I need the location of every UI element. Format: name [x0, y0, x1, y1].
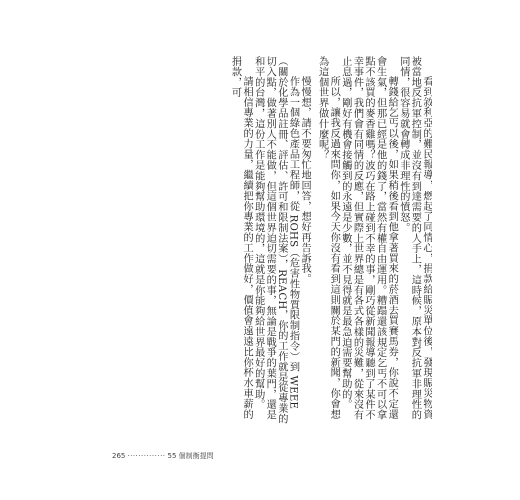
page-number: 265: [112, 452, 126, 460]
paragraph-1: 看到敘利亞的難民報導，燃起了同情心，捐款給賑災單位後，發現賑災物資被當地反抗軍控制，並沒有到達需要的人手上，這時候，原本對反抗軍非理性的同情，很容易就會轉成非理性的憤怒。: [397, 56, 432, 420]
vertical-text-body: [132, 56, 432, 426]
paragraph-2: 轉錢給乞丐以後，如果稍後看到他拿著買來的菸酒去買賽馬券，你說不定還會生氣，但那已經是他的錢了，當然有權自由運用。糟蹋還該規定乞丐不可以拿點不該買的麥香雞嗎？波巧在路上碰到不幸的事，剛巧從新聞報導聽到了某件不幸事件，我們會有同情的反應，但實際上世界總是有各式各樣的災難，從來沒有止息過，剛好有機會接觸到的永遠是少數，並不見得就是最急迫需要幫助的。: [339, 56, 398, 420]
paragraph-5: 作為一個綠色產品工程師，從 ROHS（危害性物質限制指令）到 WEEE（關於化學品註冊、評估、許可和限制法案），REACH，你的工作就是從專業的切入點，做著別人不能做，但這個世界迫切需要的事，無論是戰爭的葉門，還是和平的台灣，這份工作是能夠幫助環境的，這就是你能夠給世界最好的幫助。: [252, 56, 299, 424]
footer-leader-dots: ··············: [127, 452, 166, 460]
paragraph-6: 請相信專業的力量，繼續把你專業的工作做好，價值會遠遠比你杯水車薪的捐款，可: [229, 56, 253, 420]
running-footer-title: 55 個制衡提問: [167, 452, 214, 460]
page-footer: [112, 451, 214, 461]
paragraph-3: 所以，讓我反過來問你，如果今天你沒有看到這則關於某門的新聞，你會想為這個世界做什麼呢？: [316, 56, 340, 420]
paragraph-4: 慢慢想，請不要匆忙地回答，想好再告訴我。: [299, 76, 311, 285]
